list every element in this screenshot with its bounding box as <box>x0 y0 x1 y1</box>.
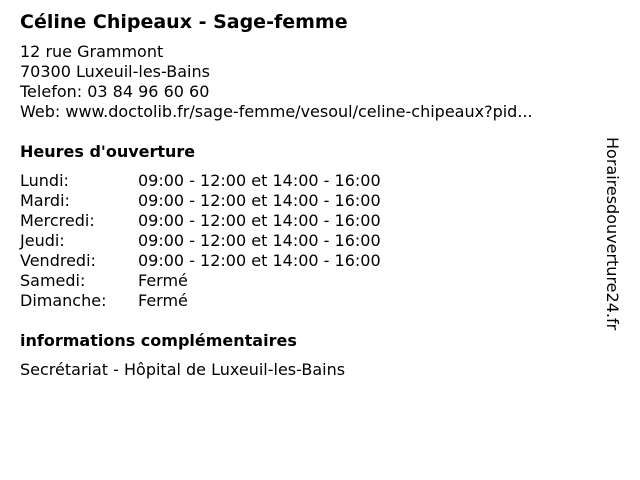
hours-row-friday <box>20 251 381 271</box>
business-name: Céline Chipeaux - Sage-femme <box>20 11 348 33</box>
opening-hours-heading: Heures d'ouverture <box>20 142 196 161</box>
opening-hours-table <box>20 171 381 311</box>
day-hours: Fermé <box>138 291 188 310</box>
day-label: Lundi: <box>20 171 69 190</box>
day-label: Vendredi: <box>20 251 96 270</box>
additional-info-text: Secrétariat - Hôpital de Luxeuil-les-Bains <box>20 360 346 379</box>
day-hours: 09:00 - 12:00 et 14:00 - 16:00 <box>138 191 381 210</box>
hours-row-wednesday <box>20 211 381 231</box>
day-label: Dimanche: <box>20 291 107 310</box>
hours-row-tuesday <box>20 191 381 211</box>
day-hours: Fermé <box>138 271 188 290</box>
day-hours: 09:00 - 12:00 et 14:00 - 16:00 <box>138 251 381 270</box>
site-watermark: Horairesdouverture24.fr <box>603 137 622 331</box>
day-label: Mercredi: <box>20 211 95 230</box>
day-hours: 09:00 - 12:00 et 14:00 - 16:00 <box>138 171 381 190</box>
day-hours: 09:00 - 12:00 et 14:00 - 16:00 <box>138 211 381 230</box>
day-label: Samedi: <box>20 271 86 290</box>
address-street: 12 rue Grammont <box>20 42 164 61</box>
hours-row-saturday <box>20 271 381 291</box>
address-city: 70300 Luxeuil-les-Bains <box>20 62 210 81</box>
business-card <box>20 10 600 380</box>
hours-row-sunday <box>20 291 381 311</box>
hours-row-monday <box>20 171 381 191</box>
additional-info-heading: informations complémentaires <box>20 331 297 350</box>
website-link[interactable]: Web: www.doctolib.fr/sage-femme/vesoul/celine-chipeaux?pid... <box>20 102 533 121</box>
day-label: Jeudi: <box>20 231 65 250</box>
day-label: Mardi: <box>20 191 70 210</box>
phone-number[interactable]: Telefon: 03 84 96 60 60 <box>20 82 210 101</box>
hours-row-thursday <box>20 231 381 251</box>
day-hours: 09:00 - 12:00 et 14:00 - 16:00 <box>138 231 381 250</box>
